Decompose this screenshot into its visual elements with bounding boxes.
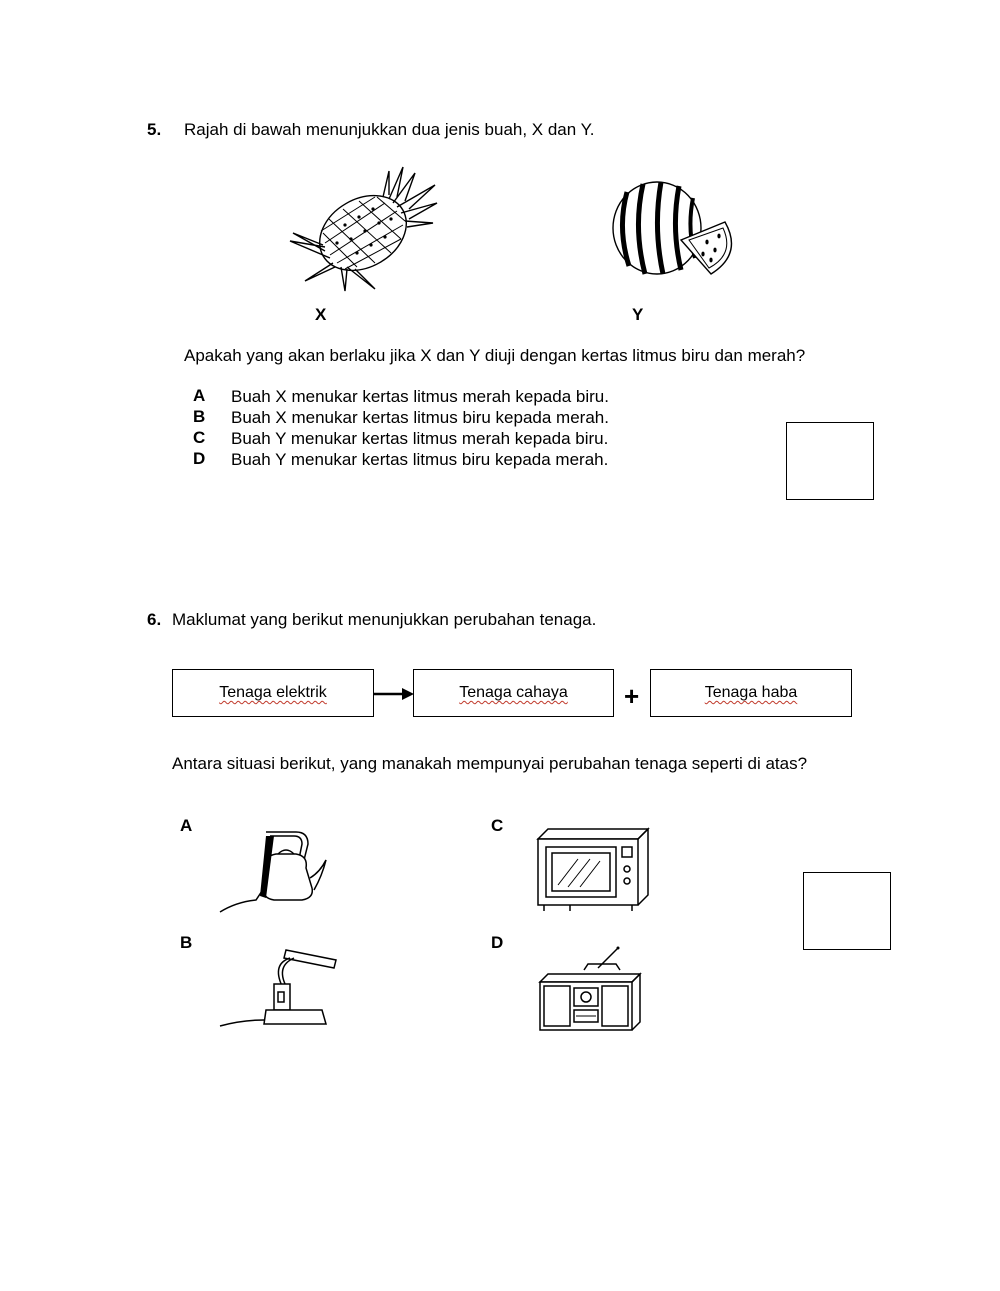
- energy-label: Tenaga cahaya: [459, 684, 568, 701]
- label-y: Y: [632, 305, 644, 324]
- q5-prompt: Apakah yang akan berlaku jika X dan Y diuji dengan kertas litmus biru dan merah?: [184, 346, 806, 365]
- option-text: Buah Y menukar kertas litmus merah kepada biru.: [231, 429, 609, 448]
- q6-prompt: Antara situasi berikut, yang manakah mempunyai perubahan tenaga seperti di atas?: [172, 754, 808, 773]
- microwave-oven-image: [534, 827, 652, 915]
- q6-number: 6.: [147, 610, 162, 629]
- option-text: Buah X menukar kertas litmus merah kepada biru.: [231, 387, 609, 406]
- arrow-right-icon: [374, 687, 414, 701]
- option-letter: A: [193, 386, 206, 405]
- energy-box-heat: [650, 669, 852, 717]
- q6-option-d-letter[interactable]: D: [491, 933, 504, 952]
- q6-option-a-letter[interactable]: A: [180, 816, 193, 835]
- energy-box-electric: [172, 669, 374, 717]
- q5-number: 5.: [147, 120, 162, 139]
- label-x: X: [315, 305, 327, 324]
- pineapple-image: [285, 163, 445, 298]
- kettle-image: [216, 828, 331, 916]
- option-text: Buah Y menukar kertas litmus biru kepada merah.: [231, 450, 609, 469]
- option-letter: C: [193, 428, 206, 447]
- option-letter: B: [193, 407, 206, 426]
- option-text: Buah X menukar kertas litmus biru kepada merah.: [231, 408, 609, 427]
- q6-answer-box[interactable]: [803, 872, 891, 950]
- energy-label: Tenaga elektrik: [219, 684, 327, 701]
- plus-sign: +: [624, 681, 640, 711]
- q6-option-c-letter[interactable]: C: [491, 816, 504, 835]
- q5-question: Rajah di bawah menunjukkan dua jenis buah, X dan Y.: [184, 120, 595, 139]
- option-letter: D: [193, 449, 206, 468]
- energy-label: Tenaga haba: [704, 684, 798, 701]
- q6-option-b-letter[interactable]: B: [180, 933, 193, 952]
- radio-image: [536, 946, 646, 1034]
- watermelon-image: [607, 178, 749, 280]
- desk-lamp-image: [216, 946, 336, 1031]
- energy-box-light: [413, 669, 614, 717]
- q6-question: Maklumat yang berikut menunjukkan perubahan tenaga.: [172, 610, 597, 629]
- q5-answer-box[interactable]: [786, 422, 874, 500]
